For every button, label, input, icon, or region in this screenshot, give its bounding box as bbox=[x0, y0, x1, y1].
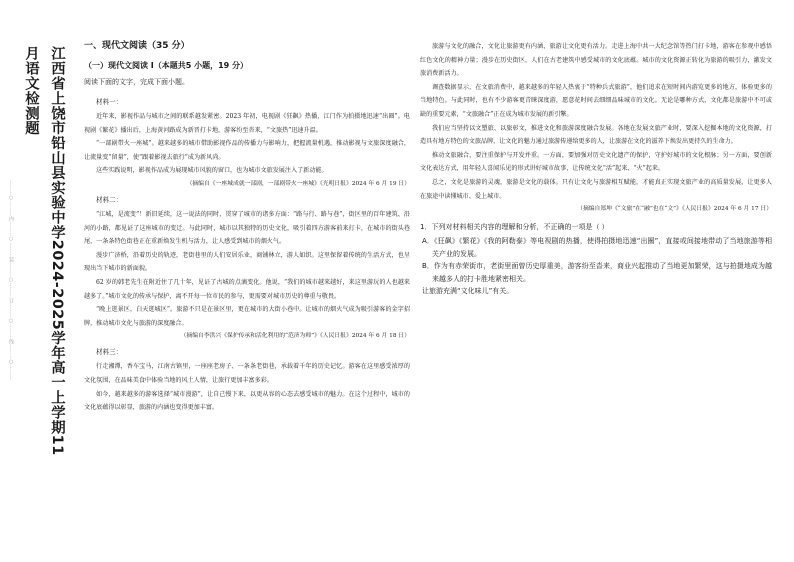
material-label-2: 材料二： bbox=[96, 195, 123, 204]
paragraph: 总之，文化是旅游的灵魂，旅游是文化的载体。只有让文化与旅游相互赋能，才能真正实现文旅产业的高质量发展，让更多人在旅途中读懂城市、爱上城市。 bbox=[420, 178, 772, 200]
source-citation: （摘编自李洪兴《保护传承和活化利用的“范济为师”》《人民日报》2024 年 6 月 18 日） bbox=[180, 333, 410, 340]
exam-title: 江西省上饶市铅山县实验中学2024-2025学年高一上学期11月语文检测题 bbox=[23, 46, 65, 456]
paragraph: 漫步广济桥，沿着历史的轨迹，老街巷里的人们安居乐业，商铺林立，游人如织。这里保留着传统的生活方式，也呈现出当下城市的新面貌。 bbox=[84, 251, 410, 273]
section-heading: 一、现代文阅读（35 分） bbox=[84, 41, 190, 51]
paragraph: “江城，是流变”！新旧延续，这一说法的同时，贯穿了城市的诸多方面：“路与行、路与巷”，街区里的百年建筑、沿河的小路，都见证了这座城市的变迁。与此同时，城市以其独特的历史文化，吸引着四方游客前来打卡，在城市的街头巷尾，一条条特色街巷正在重新焕发生机与活力，让人感受到城市的烟火气。 bbox=[84, 210, 410, 246]
material-label-1: 材料一： bbox=[96, 98, 123, 106]
option-continuation: 让旅游充满“文化味儿”有关。 bbox=[422, 287, 514, 296]
left-column bbox=[84, 40, 410, 550]
option-a[interactable]: A．《狂飙》《繁花》《我的阿勒泰》等电视剧的热播，使得拍摄地迅速“出圈”，直接或间接地带动了当地旅游等相关产业的发展。 bbox=[422, 237, 772, 258]
source-citation: （摘编自郑坤《“文旅”在“融”也在“文”》《人民日报》2024 年 6 月 17 日） bbox=[577, 206, 772, 213]
paragraph: “晚上逛景区，白天逛城区”。旅游不只是在景区里，更在城市的大街小巷中。让城市的烟火气成为吸引游客的金字招牌，推动城市文化与旅游的深度融合。 bbox=[84, 306, 410, 327]
subsection-heading: （一）现代文阅读 I（本题共5 小题，19 分） bbox=[84, 61, 249, 70]
paragraph: 调查数据显示，在文旅消费中，越来越多的年轻人热衷于“特种兵式旅游”，他们追求在短时间内游览更多的地方，体验更多的当地特色。与此同时，也有不少游客更青睐深度游，愿意花时间去细细品味城市的文化。无论是哪种方式，文化都是旅游中不可或缺的重要元素，“文旅融合”正在成为城市发展的新引擎。 bbox=[420, 83, 772, 118]
question-stem: 1．下列对材料相关内容的理解和分析，不正确的一项是（ ） bbox=[420, 223, 609, 232]
instruction: 阅读下面的文字，完成下面小题。 bbox=[84, 78, 189, 86]
paragraph: 推动文旅融合，要注重保护与开发并重。一方面，要加强对历史文化遗产的保护，守护好城市的文化根脉；另一方面，要创新文化表达方式，用年轻人喜闻乐见的形式讲好城市故事，让传统文化“活”起来、“火”起来。 bbox=[420, 151, 772, 173]
paragraph: 如今，越来越多的游客选择“城市漫游”，让自己慢下来，以更从容的心态去感受城市的魅力。在这个过程中，城市的文化底蕴得以彰显，旅游的内涵也变得更加丰富。 bbox=[84, 390, 410, 412]
paragraph: 这些实践说明，影视作品成为展现城市风貌的窗口，也为城市文旅发展注入了新动能。 bbox=[96, 167, 328, 175]
paragraph: 行走湘潭，香车宝马，江南古镇里，一座座老房子、一条条老街巷，承载着千年的历史记忆。游客在这里感受浓厚的文化氛围，在品味美食中体验当地的风土人情，让旅行更加丰富多彩。 bbox=[84, 363, 410, 384]
paragraph: 近年来，影视作品与城市之间的联系越发紧密。2023 年初，电视剧《狂飙》热播，江门作为拍摄地迅速“出圈”。电视剧《繁花》播出后，上海黄河路成为新晋打卡地，游客纷至沓来，“文旅热”迅速升温。 bbox=[84, 113, 410, 134]
right-column bbox=[420, 40, 772, 550]
paragraph: 旅游与文化的融合，文化让旅游更有内涵，旅游让文化更有活力。走进上海中共一大纪念馆等热门打卡地，游客在参观中感悟红色文化的精神力量；漫步在历史街区，人们在古老建筑中感受城市的文化底蕴。城市的文化资源正转化为旅游的吸引力，激发文旅消费新活力。 bbox=[420, 43, 772, 78]
material-label-3: 材料三： bbox=[96, 348, 123, 357]
paragraph: “一部剧带火一座城”。越来越多的城市借助影视作品的传播力与影响力，把握流量机遇，推动影视与文旅深度融合，让流量变“留量”，使“跟着影视去旅行”成为新风尚。 bbox=[84, 140, 410, 161]
option-b[interactable]: B．作为有赤荣街市，老街里面曾历史厚重美，游客纷至沓来，商业兴起推动了当地更加繁荣，这与拍摄地成为越来越多人的打卡胜地紧密相关。 bbox=[422, 262, 772, 283]
binding-margin: ………○………内………○………装………○………订………○………线………○……… bbox=[8, 180, 14, 380]
paragraph: 62 岁的韩老先生在附近住了几十年，见证了古城的点滴变化。他说，“我们的城市越来越好，来这里游玩的人也越来越多了。”城市文化的传承与保护，离不开每一位市民的参与，更需要对城市历史的尊重与敬畏。 bbox=[84, 278, 410, 300]
paragraph: 我们应当坚持以文塑旅、以旅彰文，推进文化和旅游深度融合发展。各地在发展文旅产业时，要深入挖掘本地的文化资源，打造具有地方特色的文旅品牌，让文化的魅力通过旅游传递给更多的人，让旅游在文化的滋养下焕发出更持久的生命力。 bbox=[420, 124, 772, 146]
source-citation: （摘编自《一座城成就一部剧，一部剧带火一座城》《光明日报》2024 年 6 月 19 日） bbox=[186, 180, 410, 187]
